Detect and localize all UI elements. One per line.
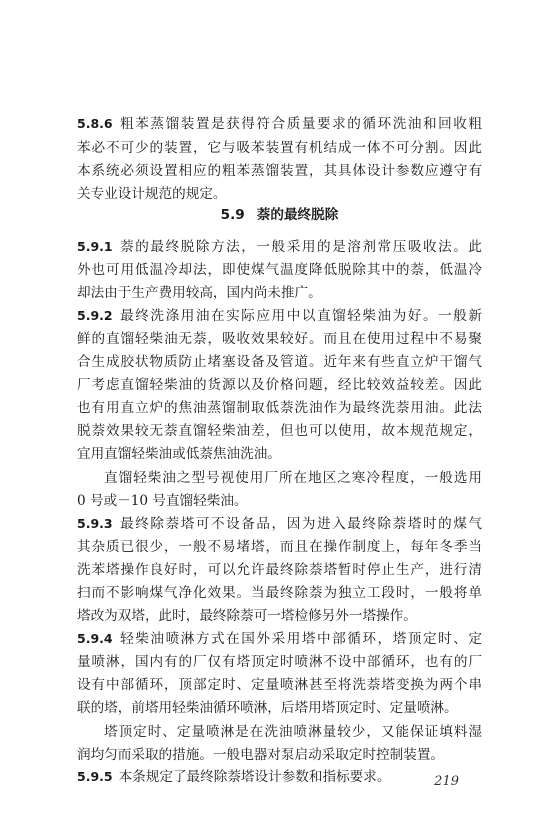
text-line: 5.9.1 萘的最终脱除方法，一般采用的是溶剂常压吸收法。此 xyxy=(77,238,482,255)
text-line: 合生成胶状物质防止堵塞设备及管道。近年来有些直立炉干馏气 xyxy=(77,354,482,371)
text-line: 扫而不影响煤气净化效果。当最终除萘为独立工段时，一般将单 xyxy=(77,584,482,601)
clause-number: 5.9.5 xyxy=(77,768,113,784)
text-line: 塔改为双塔，此时，最终除萘可一塔检修另外一塔操作。 xyxy=(77,608,417,625)
text-line: 5.9.5 本条规定了最终除萘塔设计参数和指标要求。 xyxy=(77,768,391,785)
text-line: 5.9.3 最终除萘塔可不设备品，因为进入最终除萘塔时的煤气 xyxy=(77,515,482,532)
clause-number: 5.9.4 xyxy=(77,631,113,647)
text-line: 洗苯塔操作良好时，可以允许最终除萘塔暂时停止生产，进行清 xyxy=(77,561,482,578)
section-heading xyxy=(0,205,559,225)
page-number: 219 xyxy=(434,774,459,790)
text-line: 鲜的直馏轻柴油无萘，吸收效果较好。而且在使用过程中不易聚 xyxy=(77,331,482,347)
text-line: 宜用直馏轻柴油或低萘焦油洗油。 xyxy=(77,446,281,463)
text-line: 厂考虑直馏轻柴油的货源以及价格问题，经比较效益较差。因此 xyxy=(77,377,482,394)
text-line: 外也可用低温冷却法，即使煤气温度降低脱除其中的萘，低温冷 xyxy=(77,261,482,278)
clause-number: 5.8.6 xyxy=(77,116,113,132)
clause-number: 5.9.2 xyxy=(77,307,113,323)
text-line: 脱萘效果较无萘直馏轻柴油差，但也可以使用，故本规范规定， xyxy=(77,423,482,440)
text-line: 润均匀而采取的措施。一般电器对泵启动采取定时控制装置。 xyxy=(77,746,445,763)
text-line: 设有中部循环，顶部定时、定量喷淋甚至将洗萘塔变换为两个串 xyxy=(77,677,482,694)
text-line: 5.9.4 轻柴油喷淋方式在国外采用塔中部循环，塔顶定时、定 xyxy=(77,631,482,648)
section-heading-number: 5.9 xyxy=(220,206,245,223)
text-line: 0 号或－10 号直馏轻柴油。 xyxy=(77,492,248,509)
text-line: 联的塔，前塔用轻柴油循环喷淋，后塔用塔顶定时、定量喷淋。 xyxy=(77,700,458,717)
text-line: 量喷淋，国内有的厂仅有塔顶定时喷淋不设中部循环，也有的厂 xyxy=(77,654,482,671)
text-line: 直馏轻柴油之型号视使用厂所在地区之寒冷程度，一般选用 xyxy=(104,469,482,486)
text-line: 关专业设计规范的规定。 xyxy=(77,185,227,202)
text-line: 塔顶定时、定量喷淋是在洗油喷淋量较少，又能保证填料湿 xyxy=(104,723,482,740)
clause-number: 5.9.3 xyxy=(77,515,113,531)
text-line: 5.8.6 粗苯蒸馏装置是获得符合质量要求的循环洗油和回收粗 xyxy=(77,116,482,133)
text-line: 苯必不可少的装置，它与吸苯装置有机结成一体不可分割。因此 xyxy=(77,139,482,156)
text-line: 5.9.2 最终洗涤用油在实际应用中以直馏轻柴油为好。一般新 xyxy=(77,307,482,324)
clause-number: 5.9.1 xyxy=(77,238,113,254)
section-heading-title: 萘的最终脱除 xyxy=(256,206,339,223)
text-line: 却法由于生产费用较高，国内尚未推广。 xyxy=(77,284,322,301)
text-line: 其杂质已很少，一般不易堵塔，而且在操作制度上，每年冬季当 xyxy=(77,538,482,555)
text-line: 本系统必须设置相应的粗苯蒸馏装置，其具体设计参数应遵守有 xyxy=(77,162,482,179)
text-line: 也有用直立炉的焦油蒸馏制取低萘洗油作为最终洗萘用油。此法 xyxy=(77,400,482,417)
